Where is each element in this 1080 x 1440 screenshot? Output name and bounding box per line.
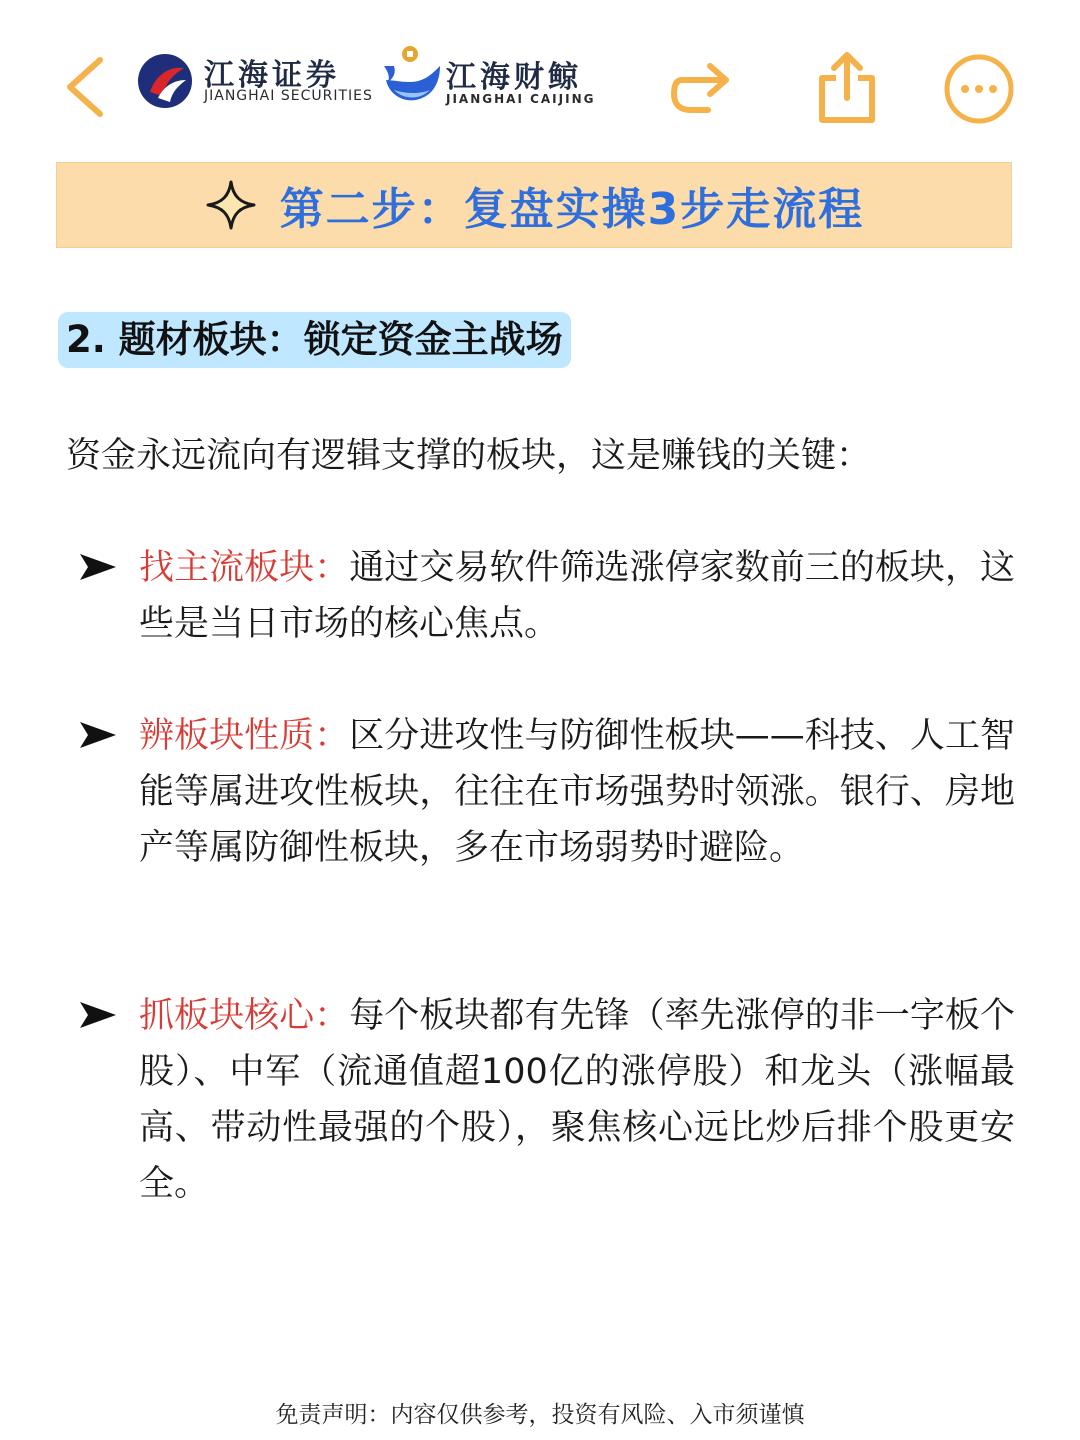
list-item-body: 区分进攻性与防御性板块——科技、人工智能等属进攻性板块，往往在市场强势时领涨。银行、房地产等属防御性板块，多在市场弱势时避险。 [139,716,1015,868]
step-banner [56,162,1012,248]
list-item [78,988,1018,1218]
forward-arrow-icon [668,58,734,120]
list-item-term: 辨板块性质： [139,716,350,756]
list-item-body: 每个板块都有先锋（率先涨停的非一字板个股）、中军（流通值超100亿的涨停股）和龙头（涨幅最高、带动性最强的个股），聚焦核心远比炒后排个股更安全。 [139,996,1015,1204]
top-bar [0,0,1080,160]
logo-caijing-name-en: JIANGHAI CAIJING [446,92,596,106]
jianghai-securities-emblem-icon [136,52,194,110]
logo-caijing-name-cn: 江海财鲸 [446,60,582,95]
whale-mascot-icon [380,44,444,110]
list-item-text [139,708,1015,876]
sparkle-icon [204,178,258,232]
share-button[interactable] [814,48,880,126]
arrowhead-bullet-icon [78,720,118,750]
intro-paragraph: 资金永远流向有逻辑支撑的板块，这是赚钱的关键： [66,436,872,476]
logo-securities-name-en: JIANGHAI SECURITIES [204,88,373,104]
arrowhead-bullet-icon [78,1000,118,1030]
list-item-term: 抓板块核心： [139,996,350,1036]
section-heading: 2. 题材板块：锁定资金主战场 [58,312,571,368]
jianghai-caijing-logo [380,44,600,114]
list-item [78,540,1018,660]
forward-button[interactable] [668,58,734,120]
back-button[interactable] [58,52,118,122]
list-item-term: 找主流板块： [139,548,350,588]
chevron-left-icon [58,52,118,122]
more-button[interactable] [942,52,1016,126]
list-item-text [139,540,1015,652]
list-item [78,708,1018,938]
arrowhead-bullet-icon [78,552,118,582]
logo-securities-name-cn: 江海证券 [204,58,340,93]
share-icon [814,48,880,126]
jianghai-securities-logo [136,48,376,114]
list-item-text [139,988,1015,1212]
step-title: 第二步：复盘实操3步走流程 [279,184,865,235]
disclaimer: 免责声明：内容仅供参考，投资有风险、入市须谨慎 [275,1402,805,1428]
more-dots-icon [942,52,1016,126]
list-item-body: 通过交易软件筛选涨停家数前三的板块，这些是当日市场的核心焦点。 [139,548,1015,644]
